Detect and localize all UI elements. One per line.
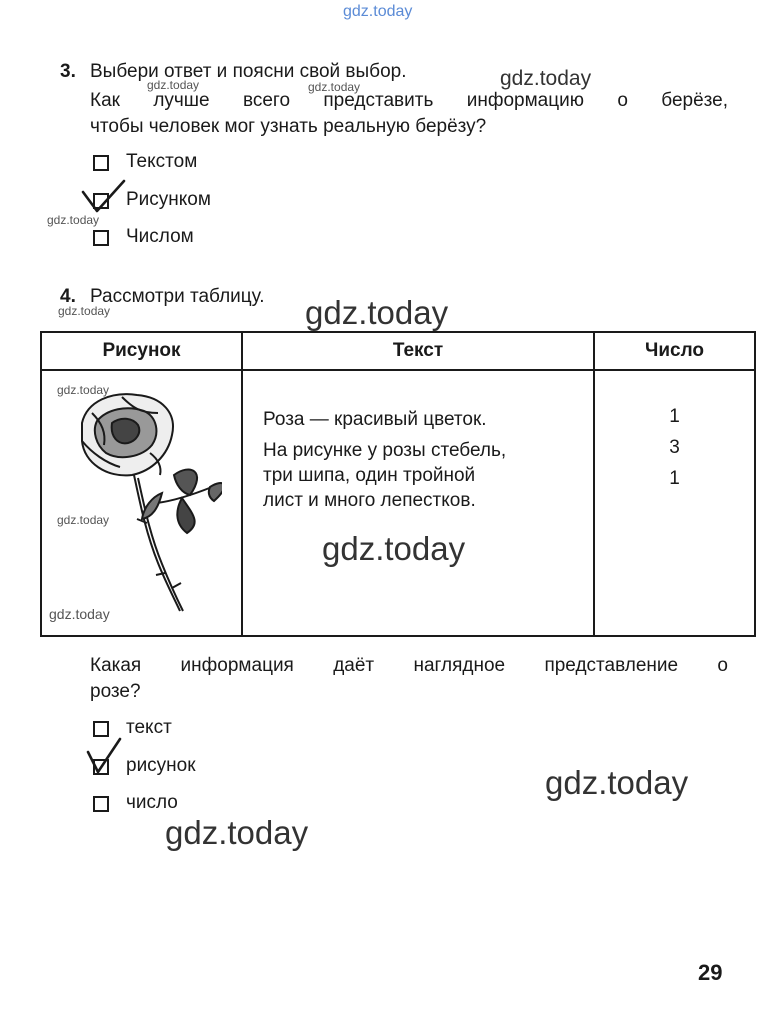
table-header-row (41, 332, 755, 370)
text-line: Роза — красивый цветок. (263, 409, 487, 430)
check-mark-icon (80, 178, 130, 218)
text-line: лист и много лепестков. (263, 490, 476, 511)
rose-drawing-icon (62, 383, 222, 623)
question-4-number: 4. (60, 286, 76, 307)
question-4-line-1: Какая информация даёт наглядное представление о (90, 655, 728, 676)
number-cell (594, 370, 755, 636)
watermark-big: gdz.today (322, 530, 466, 567)
watermark-small: gdz.today (49, 606, 110, 622)
watermark-small: gdz.today (57, 513, 110, 527)
question-3-number: 3. (60, 61, 76, 82)
number-value: 3 (669, 437, 680, 458)
column-header-picture: Рисунок (41, 332, 242, 370)
watermark-small: gdz.today (57, 383, 110, 397)
watermark-medium: gdz.today (500, 67, 592, 90)
page-number: 29 (698, 960, 723, 985)
text-line: три шипа, один тройной (263, 465, 476, 486)
option-label-text: текст (126, 717, 172, 738)
number-value: 1 (669, 406, 680, 427)
column-header-text: Текст (242, 332, 594, 370)
option-label-number: Числом (126, 226, 194, 247)
option-label-picture: Рисунком (126, 189, 211, 210)
text-line: На рисунке у розы стебель, (263, 440, 507, 461)
option-label-number: число (126, 792, 178, 813)
question-3-line-1: Выбери ответ и поясни свой выбор. (90, 61, 407, 82)
question-4-line-2: розе? (90, 681, 141, 702)
watermark-big: gdz.today (305, 294, 449, 331)
question-3-line-2: Как лучше всего представить информацию о берёзе, (90, 90, 728, 111)
option-checkbox-text[interactable] (93, 155, 109, 171)
watermark-big: gdz.today (165, 814, 309, 851)
number-value: 1 (669, 468, 680, 489)
watermark-small: gdz.today (47, 213, 100, 227)
option-label-picture: рисунок (126, 755, 196, 776)
option-checkbox-number[interactable] (93, 230, 109, 246)
picture-cell (41, 370, 242, 636)
text-cell (242, 370, 594, 636)
question-3-line-3: чтобы человек мог узнать реальную берёзу? (90, 116, 487, 137)
check-mark-icon (84, 736, 126, 778)
info-table (40, 331, 756, 637)
table-row (41, 370, 755, 636)
watermark-big: gdz.today (545, 764, 689, 801)
watermark-small: gdz.today (58, 304, 111, 318)
watermark-small: gdz.today (147, 78, 200, 92)
question-4-title: Рассмотри таблицу. (90, 286, 265, 307)
watermark-small: gdz.today (308, 80, 361, 94)
option-checkbox-text[interactable] (93, 721, 109, 737)
header-watermark: gdz.today (343, 3, 413, 20)
column-header-number: Число (594, 332, 755, 370)
option-checkbox-number[interactable] (93, 796, 109, 812)
option-label-text: Текстом (126, 151, 198, 172)
